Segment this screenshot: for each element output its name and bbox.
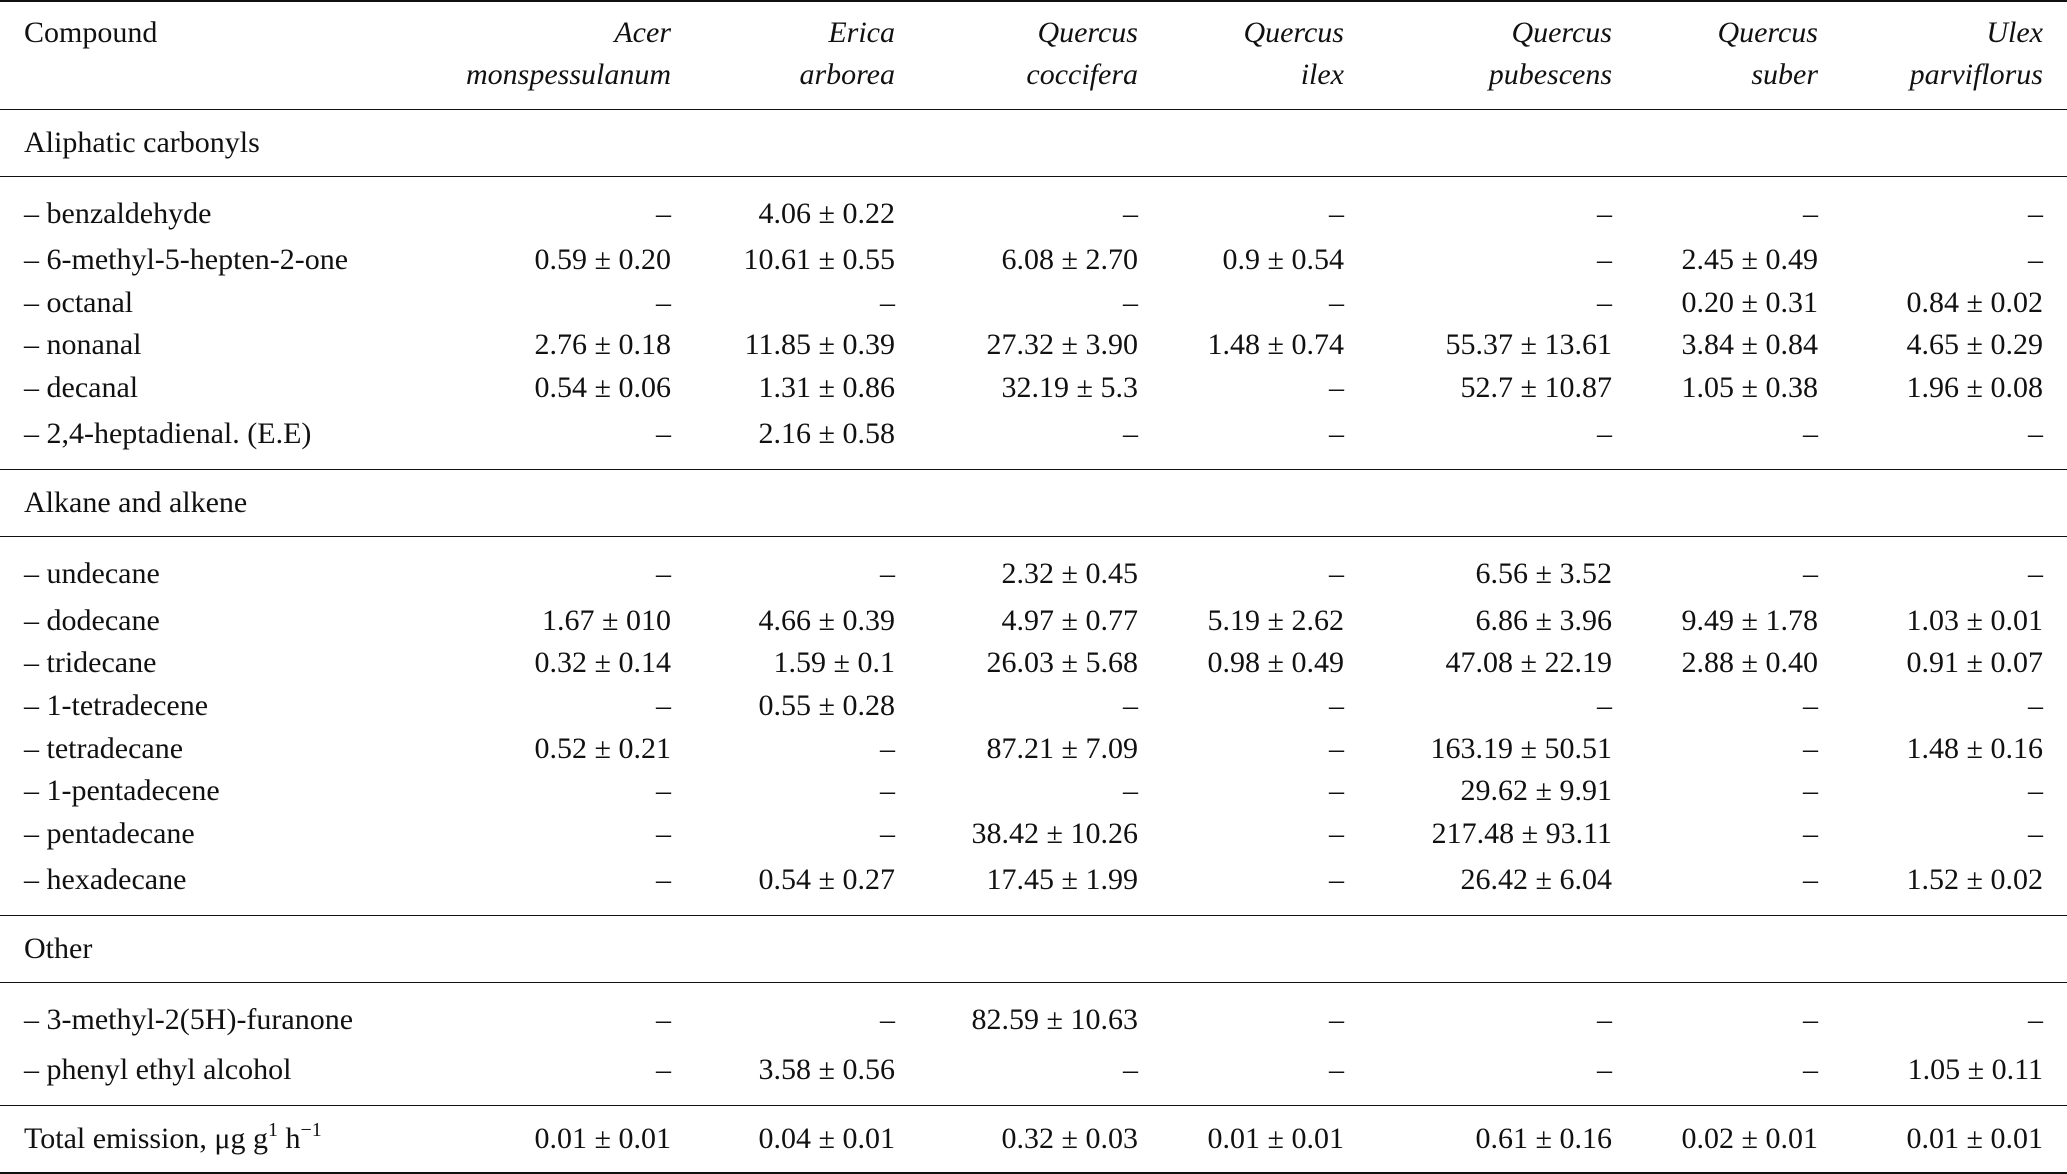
value-cell: – <box>1597 242 1612 276</box>
value-cell: – <box>1329 863 1344 897</box>
value-cell: 1.96 ± 0.08 <box>1906 370 2043 404</box>
value-cell: – <box>1803 688 1818 722</box>
value-cell: 0.91 ± 0.07 <box>1906 646 2043 680</box>
value-cell: 1.03 ± 0.01 <box>1906 603 2043 637</box>
value-cell: 32.19 ± 5.3 <box>1001 370 1138 404</box>
value-cell: 0.52 ± 0.21 <box>534 731 671 765</box>
value-cell: – <box>1329 1053 1344 1087</box>
table-row <box>0 727 2067 770</box>
table-row <box>0 855 2067 916</box>
value-cell: – <box>1123 688 1138 722</box>
header-species-quercus-pubescens: Quercus pubescens <box>1368 1 1636 109</box>
value-cell: – <box>656 196 671 230</box>
value-cell: – <box>2028 196 2043 230</box>
value-cell: – <box>1597 1053 1612 1087</box>
value-cell: – <box>656 863 671 897</box>
table-row <box>0 599 2067 642</box>
value-cell: – <box>880 774 895 808</box>
value-cell: 26.42 ± 6.04 <box>1460 863 1612 897</box>
compound-name-cell: – octanal <box>24 285 134 319</box>
value-cell: 2.88 ± 0.40 <box>1681 646 1818 680</box>
header-species-quercus-coccifera: Quercus coccifera <box>919 1 1162 109</box>
value-cell: – <box>880 1003 895 1037</box>
value-cell: – <box>656 688 671 722</box>
total-value-cell: 0.32 ± 0.03 <box>919 1106 1162 1174</box>
compound-name-cell: – 1-tetradecene <box>24 688 209 722</box>
value-cell: – <box>1803 417 1818 451</box>
value-cell: 87.21 ± 7.09 <box>986 731 1138 765</box>
value-cell: 0.59 ± 0.20 <box>534 242 671 276</box>
header-species-ulex-parviflorus: Ulex parviflorus <box>1842 1 2067 109</box>
value-cell: 3.84 ± 0.84 <box>1681 328 1818 362</box>
section-header-row <box>0 916 2067 983</box>
compound-name-cell: – tridecane <box>24 646 157 680</box>
value-cell: – <box>1123 285 1138 319</box>
value-cell: 163.19 ± 50.51 <box>1430 731 1612 765</box>
value-cell: 47.08 ± 22.19 <box>1445 646 1612 680</box>
compound-name-cell: – tetradecane <box>24 731 184 765</box>
value-cell: – <box>1329 774 1344 808</box>
value-cell: 1.67 ± 010 <box>542 603 671 637</box>
header-species-quercus-suber: Quercus suber <box>1636 1 1842 109</box>
table-row <box>0 324 2067 367</box>
value-cell: 2.76 ± 0.18 <box>534 328 671 362</box>
table-row <box>0 1045 2067 1106</box>
value-cell: 27.32 ± 3.90 <box>986 328 1138 362</box>
compound-name-cell: – nonanal <box>24 328 142 362</box>
value-cell: 6.08 ± 2.70 <box>1001 242 1138 276</box>
section-header-row <box>0 109 2067 176</box>
value-cell: 82.59 ± 10.63 <box>971 1003 1138 1037</box>
table-row <box>0 813 2067 856</box>
value-cell: 3.58 ± 0.56 <box>758 1053 895 1087</box>
value-cell: 6.86 ± 3.96 <box>1475 603 1612 637</box>
value-cell: – <box>656 774 671 808</box>
value-cell: – <box>1123 196 1138 230</box>
value-cell: 217.48 ± 93.11 <box>1431 817 1612 851</box>
total-value-cell: 0.04 ± 0.01 <box>695 1106 919 1174</box>
value-cell: – <box>656 557 671 591</box>
compound-name-cell: – 6-methyl-5-hepten-2-one <box>24 242 349 276</box>
compound-name-cell: – 3-methyl-2(5H)-furanone <box>24 1003 354 1037</box>
value-cell: – <box>1329 370 1344 404</box>
value-cell: 10.61 ± 0.55 <box>743 242 895 276</box>
value-cell: 1.05 ± 0.11 <box>1907 1053 2043 1087</box>
value-cell: – <box>1329 557 1344 591</box>
value-cell: 38.42 ± 10.26 <box>971 817 1138 851</box>
section-title: Other <box>0 916 2067 983</box>
table-body <box>0 109 2067 1173</box>
value-cell: – <box>1329 196 1344 230</box>
value-cell: – <box>656 817 671 851</box>
compound-name-cell: – undecane <box>24 557 160 591</box>
value-cell: 1.52 ± 0.02 <box>1906 863 2043 897</box>
value-cell: 55.37 ± 13.61 <box>1445 328 1612 362</box>
table-row <box>0 281 2067 324</box>
compound-name-cell: – pentadecane <box>24 817 195 851</box>
table-row <box>0 176 2067 239</box>
value-cell: – <box>1597 688 1612 722</box>
value-cell: – <box>1329 688 1344 722</box>
value-cell: 1.59 ± 0.1 <box>773 646 895 680</box>
table-row <box>0 642 2067 685</box>
value-cell: – <box>880 817 895 851</box>
compound-name-cell: – hexadecane <box>24 863 187 897</box>
value-cell: – <box>1123 1053 1138 1087</box>
value-cell: 0.32 ± 0.14 <box>534 646 671 680</box>
compound-name-cell: – 1-pentadecene <box>24 774 220 808</box>
value-cell: 11.85 ± 0.39 <box>744 328 895 362</box>
value-cell: – <box>1329 817 1344 851</box>
compound-name-cell: – 2,4-heptadienal. (E.E) <box>24 417 312 451</box>
header-row <box>0 1 2067 109</box>
value-cell: – <box>2028 774 2043 808</box>
value-cell: 1.48 ± 0.16 <box>1906 731 2043 765</box>
value-cell: – <box>2028 688 2043 722</box>
value-cell: – <box>1803 731 1818 765</box>
compound-name-cell: – phenyl ethyl alcohol <box>24 1053 292 1087</box>
value-cell: – <box>2028 817 2043 851</box>
value-cell: 1.48 ± 0.74 <box>1207 328 1344 362</box>
value-cell: – <box>656 1003 671 1037</box>
value-cell: – <box>1123 774 1138 808</box>
total-value-cell: 0.01 ± 0.01 <box>1842 1106 2067 1174</box>
table-row <box>0 685 2067 728</box>
value-cell: 0.98 ± 0.49 <box>1207 646 1344 680</box>
value-cell: – <box>1597 417 1612 451</box>
value-cell: – <box>2028 417 2043 451</box>
value-cell: – <box>880 557 895 591</box>
table-row <box>0 770 2067 813</box>
value-cell: – <box>1329 417 1344 451</box>
header-species-quercus-ilex: Quercus ilex <box>1162 1 1368 109</box>
total-emission-row <box>0 1106 2067 1174</box>
total-value-cell: 0.61 ± 0.16 <box>1368 1106 1636 1174</box>
total-value-cell: 0.01 ± 0.01 <box>1162 1106 1368 1174</box>
value-cell: – <box>1803 557 1818 591</box>
value-cell: – <box>1329 1003 1344 1037</box>
value-cell: – <box>1803 1003 1818 1037</box>
value-cell: – <box>2028 242 2043 276</box>
value-cell: – <box>2028 1003 2043 1037</box>
total-value-cell: 0.01 ± 0.01 <box>435 1106 695 1174</box>
value-cell: 17.45 ± 1.99 <box>986 863 1138 897</box>
value-cell: – <box>1803 1053 1818 1087</box>
value-cell: 4.66 ± 0.39 <box>758 603 895 637</box>
value-cell: – <box>1803 196 1818 230</box>
compound-name-cell: – dodecane <box>24 603 160 637</box>
value-cell: 0.54 ± 0.06 <box>534 370 671 404</box>
value-cell: 29.62 ± 9.91 <box>1460 774 1612 808</box>
value-cell: 1.05 ± 0.38 <box>1681 370 1818 404</box>
total-value-cell: 0.02 ± 0.01 <box>1636 1106 1842 1174</box>
table-row <box>0 409 2067 470</box>
total-emission-label: Total emission, μg $g^1$ $h^{-1}$ <box>0 1106 435 1174</box>
value-cell: – <box>656 285 671 319</box>
value-cell: – <box>880 731 895 765</box>
value-cell: – <box>1597 196 1612 230</box>
table-row <box>0 537 2067 600</box>
header-species-acer-monspessulanum: Acer monspessulanum <box>435 1 695 109</box>
value-cell: 4.97 ± 0.77 <box>1001 603 1138 637</box>
value-cell: – <box>656 417 671 451</box>
value-cell: – <box>1803 817 1818 851</box>
value-cell: 2.16 ± 0.58 <box>758 417 895 451</box>
value-cell: 26.03 ± 5.68 <box>986 646 1138 680</box>
value-cell: 4.06 ± 0.22 <box>758 196 895 230</box>
value-cell: – <box>1329 731 1344 765</box>
header-species-erica-arborea: Erica arborea <box>695 1 919 109</box>
header-compound: Compound <box>0 1 435 109</box>
compound-name-cell: – decanal <box>24 370 139 404</box>
value-cell: 1.31 ± 0.86 <box>758 370 895 404</box>
value-cell: 0.20 ± 0.31 <box>1681 285 1818 319</box>
value-cell: 2.45 ± 0.49 <box>1681 242 1818 276</box>
section-header-row <box>0 470 2067 537</box>
value-cell: – <box>656 1053 671 1087</box>
compound-name-cell: – benzaldehyde <box>24 196 212 230</box>
section-title: Alkane and alkene <box>0 470 2067 537</box>
value-cell: 6.56 ± 3.52 <box>1475 557 1612 591</box>
value-cell: 4.65 ± 0.29 <box>1906 328 2043 362</box>
value-cell: 0.9 ± 0.54 <box>1222 242 1344 276</box>
value-cell: – <box>1803 774 1818 808</box>
value-cell: 5.19 ± 2.62 <box>1207 603 1344 637</box>
value-cell: 2.32 ± 0.45 <box>1001 557 1138 591</box>
table-row <box>0 367 2067 410</box>
table-row <box>0 239 2067 282</box>
value-cell: – <box>1803 863 1818 897</box>
value-cell: – <box>1123 417 1138 451</box>
value-cell: 0.54 ± 0.27 <box>758 863 895 897</box>
value-cell: 52.7 ± 10.87 <box>1460 370 1612 404</box>
value-cell: – <box>2028 557 2043 591</box>
value-cell: – <box>1597 285 1612 319</box>
value-cell: – <box>1329 285 1344 319</box>
value-cell: 9.49 ± 1.78 <box>1681 603 1818 637</box>
value-cell: – <box>880 285 895 319</box>
value-cell: 0.55 ± 0.28 <box>758 688 895 722</box>
section-title: Aliphatic carbonyls <box>0 109 2067 176</box>
table-row <box>0 983 2067 1046</box>
value-cell: – <box>1597 1003 1612 1037</box>
value-cell: 0.84 ± 0.02 <box>1906 285 2043 319</box>
